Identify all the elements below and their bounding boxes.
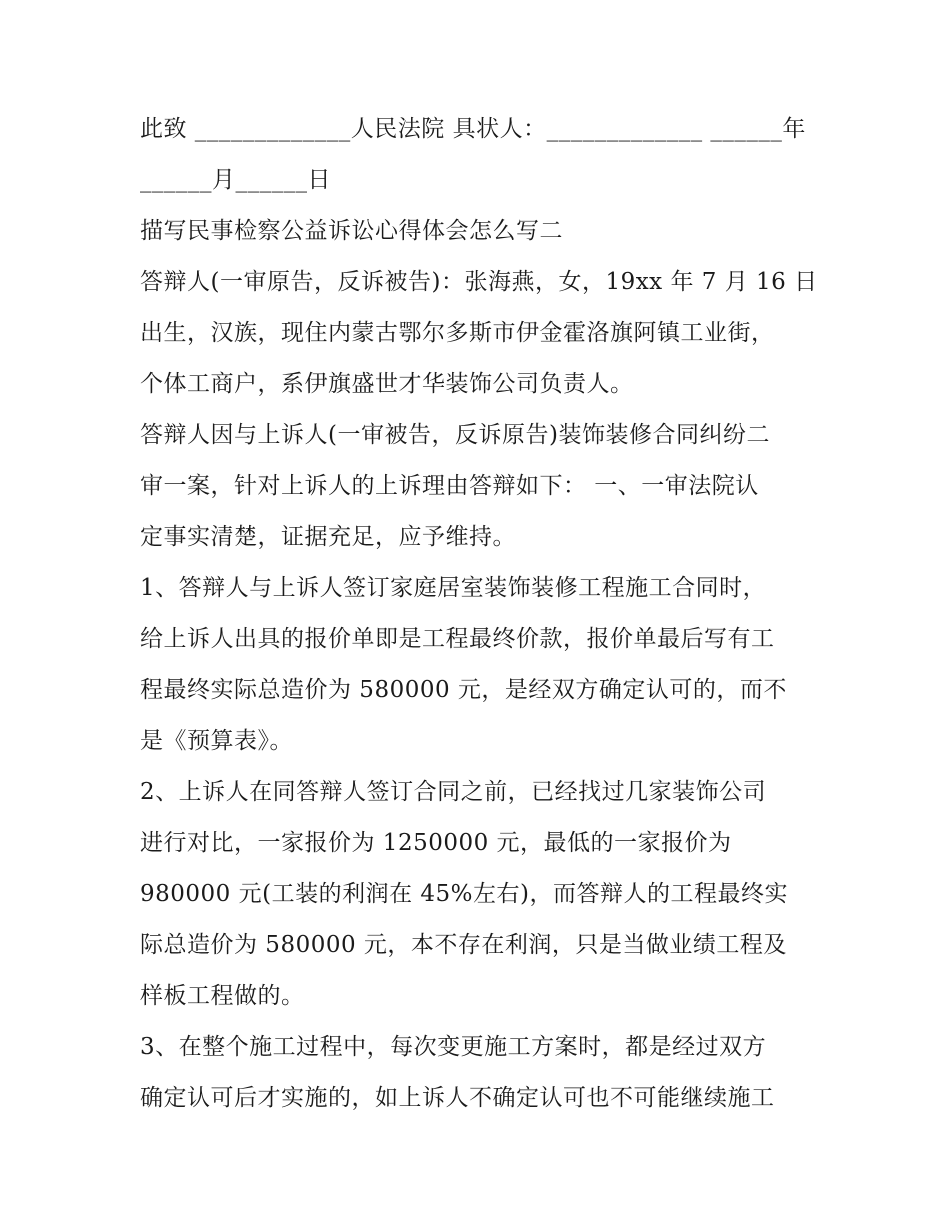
date-line: ______月______日 (140, 167, 331, 193)
paragraph-line: 是《预算表》。 (140, 728, 293, 754)
paragraph-line: 出生，汉族，现住内蒙古鄂尔多斯市伊金霍洛旗阿镇工业街， (140, 320, 775, 346)
paragraph-line: 1、答辩人与上诉人签订家庭居室装饰装修工程施工合同时， (140, 575, 767, 601)
paragraph-line: 程最终实际总造价为 580000 元，是经双方确定认可的，而不 (140, 677, 787, 703)
paragraph-line: 980000 元(工装的利润在 45%左右)，而答辩人的工程最终实 (140, 881, 788, 907)
document-page (140, 104, 820, 1124)
paragraph-line: 审一案，针对上诉人的上诉理由答辩如下： 一、一审法院认 (140, 473, 759, 499)
paragraph-line: 3、在整个施工过程中，每次变更施工方案时，都是经过双方 (140, 1034, 767, 1060)
paragraph-line: 答辩人因与上诉人(一审被告，反诉原告)装饰装修合同纠纷二 (140, 422, 770, 448)
paragraph-line: 定事实清楚，证据充足，应予维持。 (140, 524, 516, 550)
paragraph-line: 给上诉人出具的报价单即是工程最终价款，报价单最后写有工 (140, 626, 775, 652)
paragraph-line: 际总造价为 580000 元，本不存在利润，只是当做业绩工程及 (140, 932, 787, 958)
paragraph-line: 2、上诉人在同答辩人签订合同之前，已经找过几家装饰公司 (140, 779, 767, 805)
paragraph-line: 个体工商户，系伊旗盛世才华装饰公司负责人。 (140, 371, 634, 397)
paragraph-line: 确定认可后才实施的，如上诉人不确定认可也不可能继续施工 (140, 1085, 775, 1111)
paragraph-line: 答辩人(一审原告，反诉被告)：张海燕，女，19xx 年 7 月 16 日 (140, 269, 818, 295)
closing-line: 此致 _____________人民法院 具状人：_____________ ______年 (140, 116, 806, 142)
paragraph-line: 进行对比，一家报价为 1250000 元，最低的一家报价为 (140, 830, 732, 856)
paragraph-line: 样板工程做的。 (140, 983, 305, 1009)
section-title: 描写民事检察公益诉讼心得体会怎么写二 (140, 218, 563, 244)
